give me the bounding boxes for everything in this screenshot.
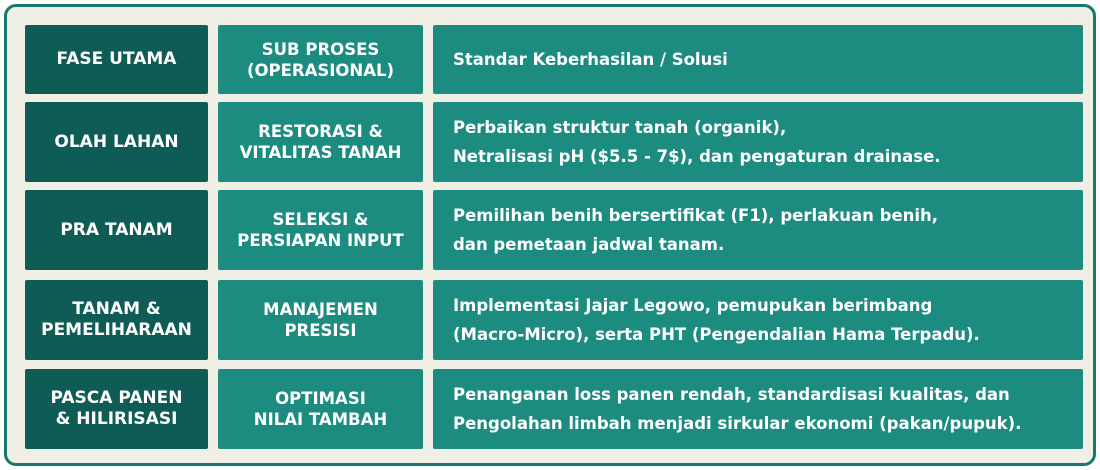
phase-label-line2: PEMELIHARAAN (41, 320, 192, 340)
solution-line1: Pemilihan benih bersertifikat (F1), perlakuan benih, (453, 206, 939, 225)
phase-label-line1: PASCA PANEN (50, 388, 183, 408)
phase-cell-pra-tanam (25, 190, 208, 270)
subprocess-cell-optimasi (218, 369, 423, 449)
solution-line1: Implementasi Jajar Legowo, pemupukan berimbang (453, 296, 933, 315)
subprocess-label-line1: OPTIMASI (275, 389, 366, 408)
subprocess-label-line2: PRESISI (284, 321, 357, 340)
subprocess-cell-manajemen (218, 280, 423, 360)
solution-line2: dan pemetaan jadwal tanam. (453, 235, 725, 254)
header-subprocess-cell (218, 25, 423, 94)
header-solution-label: Standar Keberhasilan / Solusi (453, 50, 728, 69)
subprocess-label-line2: PERSIAPAN INPUT (237, 231, 404, 250)
solution-line2: Netralisasi pH ($5.5 - 7$), dan pengaturan drainase. (453, 147, 941, 166)
solution-cell-pasca-panen (433, 369, 1083, 449)
phase-label-line2: & HILIRISASI (55, 409, 178, 429)
phase-label-line1: TANAM & (72, 299, 161, 319)
solution-line1: Penanganan loss panen rendah, standardisasi kualitas, dan (453, 385, 1010, 404)
subprocess-label-line2: VITALITAS TANAH (239, 143, 402, 162)
solution-cell-tanam (433, 280, 1083, 360)
subprocess-label-line1: SELEKSI & (272, 210, 369, 229)
header-solution-cell (433, 25, 1083, 94)
subprocess-cell-seleksi (218, 190, 423, 270)
phase-cell-pasca-panen (25, 369, 208, 449)
table-frame (4, 4, 1096, 466)
solution-line1: Perbaikan struktur tanah (organik), (453, 118, 787, 137)
solution-line2: Pengolahan limbah menjadi sirkular ekonomi (pakan/pupuk). (453, 414, 1022, 433)
phase-label: OLAH LAHAN (54, 131, 179, 152)
subprocess-label-line1: MANAJEMEN (263, 300, 378, 319)
phase-cell-olah-lahan (25, 102, 208, 182)
solution-cell-pra-tanam (433, 190, 1083, 270)
phase-label: PRA TANAM (60, 219, 173, 240)
header-subprocess-label-line2: (OPERASIONAL) (246, 60, 395, 80)
subprocess-label-line1: RESTORASI & (258, 122, 383, 141)
phase-cell-tanam (25, 280, 208, 360)
subprocess-label-line2: NILAI TAMBAH (253, 410, 388, 429)
header-phase-cell (25, 25, 208, 94)
solution-cell-olah-lahan (433, 102, 1083, 182)
solution-line2: (Macro-Micro), serta PHT (Pengendalian Hama Terpadu). (453, 325, 980, 344)
header-phase-label: FASE UTAMA (56, 49, 177, 69)
subprocess-cell-restorasi (218, 102, 423, 182)
header-subprocess-label-line1: SUB PROSES (261, 39, 380, 59)
